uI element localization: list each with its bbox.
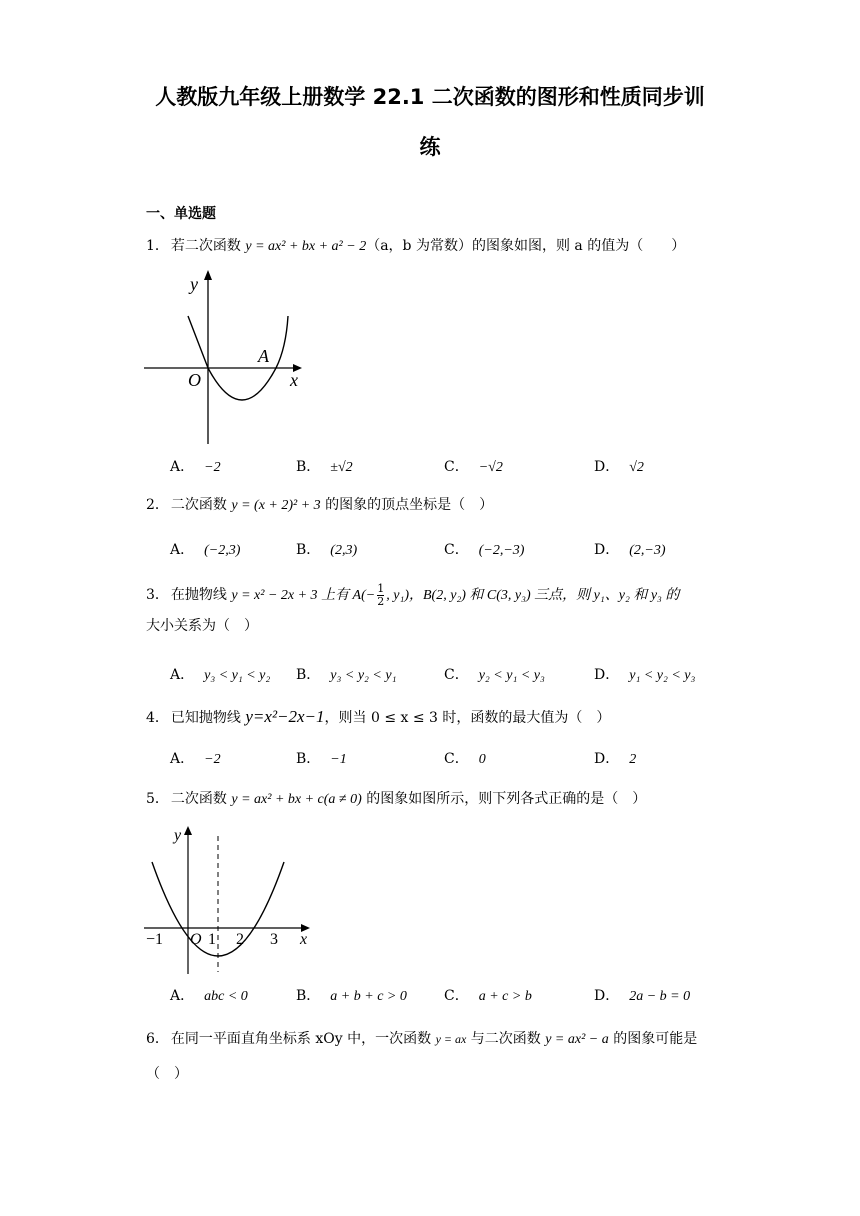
question-text: 若二次函数 xyxy=(170,238,246,254)
title-line-2: 练 xyxy=(419,135,441,159)
math-expression: y = ax² + bx + c(a ≠ 0) xyxy=(231,792,362,807)
y-axis-arrow xyxy=(204,270,212,280)
tick-label-1: 1 xyxy=(208,931,216,948)
tick-label-minus-1: −1 xyxy=(146,931,164,948)
question-1 xyxy=(146,233,726,260)
question-2 xyxy=(146,492,726,519)
page-title xyxy=(90,72,770,172)
question-number: 1． xyxy=(146,238,169,254)
points-text: , y₁)，B(2, y₂) 和 C(3, y₃) 三点，则 y₁、y₂ 和 y₃ 的 xyxy=(386,588,680,603)
option-d[interactable]: D． y₁ < y₂ < y₃ xyxy=(594,667,696,683)
y-axis-arrow xyxy=(184,826,192,835)
option-d[interactable]: D． √2 xyxy=(594,459,644,475)
question-text-line2: （ ） xyxy=(146,1066,188,1082)
point-a-coords: 上有 A(− xyxy=(317,588,376,603)
option-a[interactable]: A． y₃ < y₁ < y₂ xyxy=(170,667,271,683)
question-6 xyxy=(146,1022,726,1091)
fraction-one-half: $\frac{1}{2}$ xyxy=(377,581,385,608)
option-b[interactable]: B． −1 xyxy=(296,751,347,767)
option-c[interactable]: C． (−2,−3) xyxy=(444,542,525,558)
question-number: 4． xyxy=(146,710,169,726)
origin-label: O xyxy=(190,931,202,948)
question-number: 6． xyxy=(146,1031,169,1047)
option-a[interactable]: A． (−2,3) xyxy=(170,542,241,558)
question-number: 3． xyxy=(146,587,169,603)
math-expression: y = x² − 2x + 3 xyxy=(231,588,318,603)
option-c[interactable]: C． a + c > b xyxy=(444,988,532,1004)
math-expression-2: y = ax² − a xyxy=(545,1032,609,1047)
question-3 xyxy=(146,580,726,641)
q2-options xyxy=(170,539,730,561)
math-expression: y = ax² + bx + a² − 2 xyxy=(245,239,367,254)
question-4 xyxy=(146,704,726,731)
question-text: 二次函数 xyxy=(170,791,232,807)
y-axis-label: y xyxy=(190,274,198,294)
question-text-line2: 大小关系为（ ） xyxy=(146,618,258,634)
option-d[interactable]: D． 2a − b = 0 xyxy=(594,988,691,1004)
q4-options xyxy=(170,748,730,770)
question-text: 的图象如图所示，则下列各式正确的是（ ） xyxy=(361,791,647,807)
option-c[interactable]: C． −√2 xyxy=(444,459,503,475)
question-text: （a，b 为常数）的图象如图，则 a 的值为（ ） xyxy=(366,238,686,254)
x-axis-label: x xyxy=(290,370,298,390)
option-a[interactable]: A． abc < 0 xyxy=(170,988,248,1004)
math-expression: y=x²−2x−1 xyxy=(245,707,325,726)
origin-label: O xyxy=(188,370,201,390)
question-text: 已知抛物线 xyxy=(170,710,246,726)
question-text: 二次函数 xyxy=(170,497,232,513)
math-expression: y = (x + 2)² + 3 xyxy=(231,498,321,513)
option-d[interactable]: D． (2,−3) xyxy=(594,542,666,558)
question-text: 在抛物线 xyxy=(170,587,232,603)
option-d[interactable]: D． 2 xyxy=(594,751,637,767)
question-text: 在同一平面直角坐标系 xOy 中，一次函数 xyxy=(170,1031,436,1047)
option-a[interactable]: A． −2 xyxy=(170,751,221,767)
option-b[interactable]: B． ±√2 xyxy=(296,459,353,475)
question-5 xyxy=(146,786,726,813)
question-text: 与二次函数 xyxy=(466,1031,546,1047)
question-number: 2． xyxy=(146,497,169,513)
option-b[interactable]: B． (2,3) xyxy=(296,542,358,558)
x-axis-label: x xyxy=(300,931,308,948)
title-line-1: 人教版九年级上册数学 22.1 二次函数的图形和性质同步训 xyxy=(155,85,705,109)
tick-label-2: 2 xyxy=(236,931,244,948)
option-a[interactable]: A． −2 xyxy=(170,459,221,475)
question-text: 的图象可能是 xyxy=(608,1031,698,1047)
option-b[interactable]: B． y₃ < y₂ < y₁ xyxy=(296,667,397,683)
q5-options xyxy=(170,985,730,1007)
tick-label-3: 3 xyxy=(270,931,278,948)
option-c[interactable]: C． 0 xyxy=(444,751,486,767)
q5-parabola-graph xyxy=(140,822,320,982)
math-expression: y = ax xyxy=(435,1032,467,1046)
question-text: ，则当 0 ≤ x ≤ 3 时，函数的最大值为（ ） xyxy=(324,710,611,726)
question-text: 的图象的顶点坐标是（ ） xyxy=(320,497,494,513)
q1-options xyxy=(170,456,730,478)
y-axis-label: y xyxy=(174,827,182,844)
option-c[interactable]: C． y₂ < y₁ < y₃ xyxy=(444,667,545,683)
parabola-curve xyxy=(188,316,288,400)
q3-options xyxy=(170,664,730,686)
section-heading: 一、单选题 xyxy=(146,206,216,222)
point-a-label: A xyxy=(258,346,269,366)
option-b[interactable]: B． a + b + c > 0 xyxy=(296,988,407,1004)
q1-parabola-graph xyxy=(140,268,310,448)
question-number: 5． xyxy=(146,791,169,807)
